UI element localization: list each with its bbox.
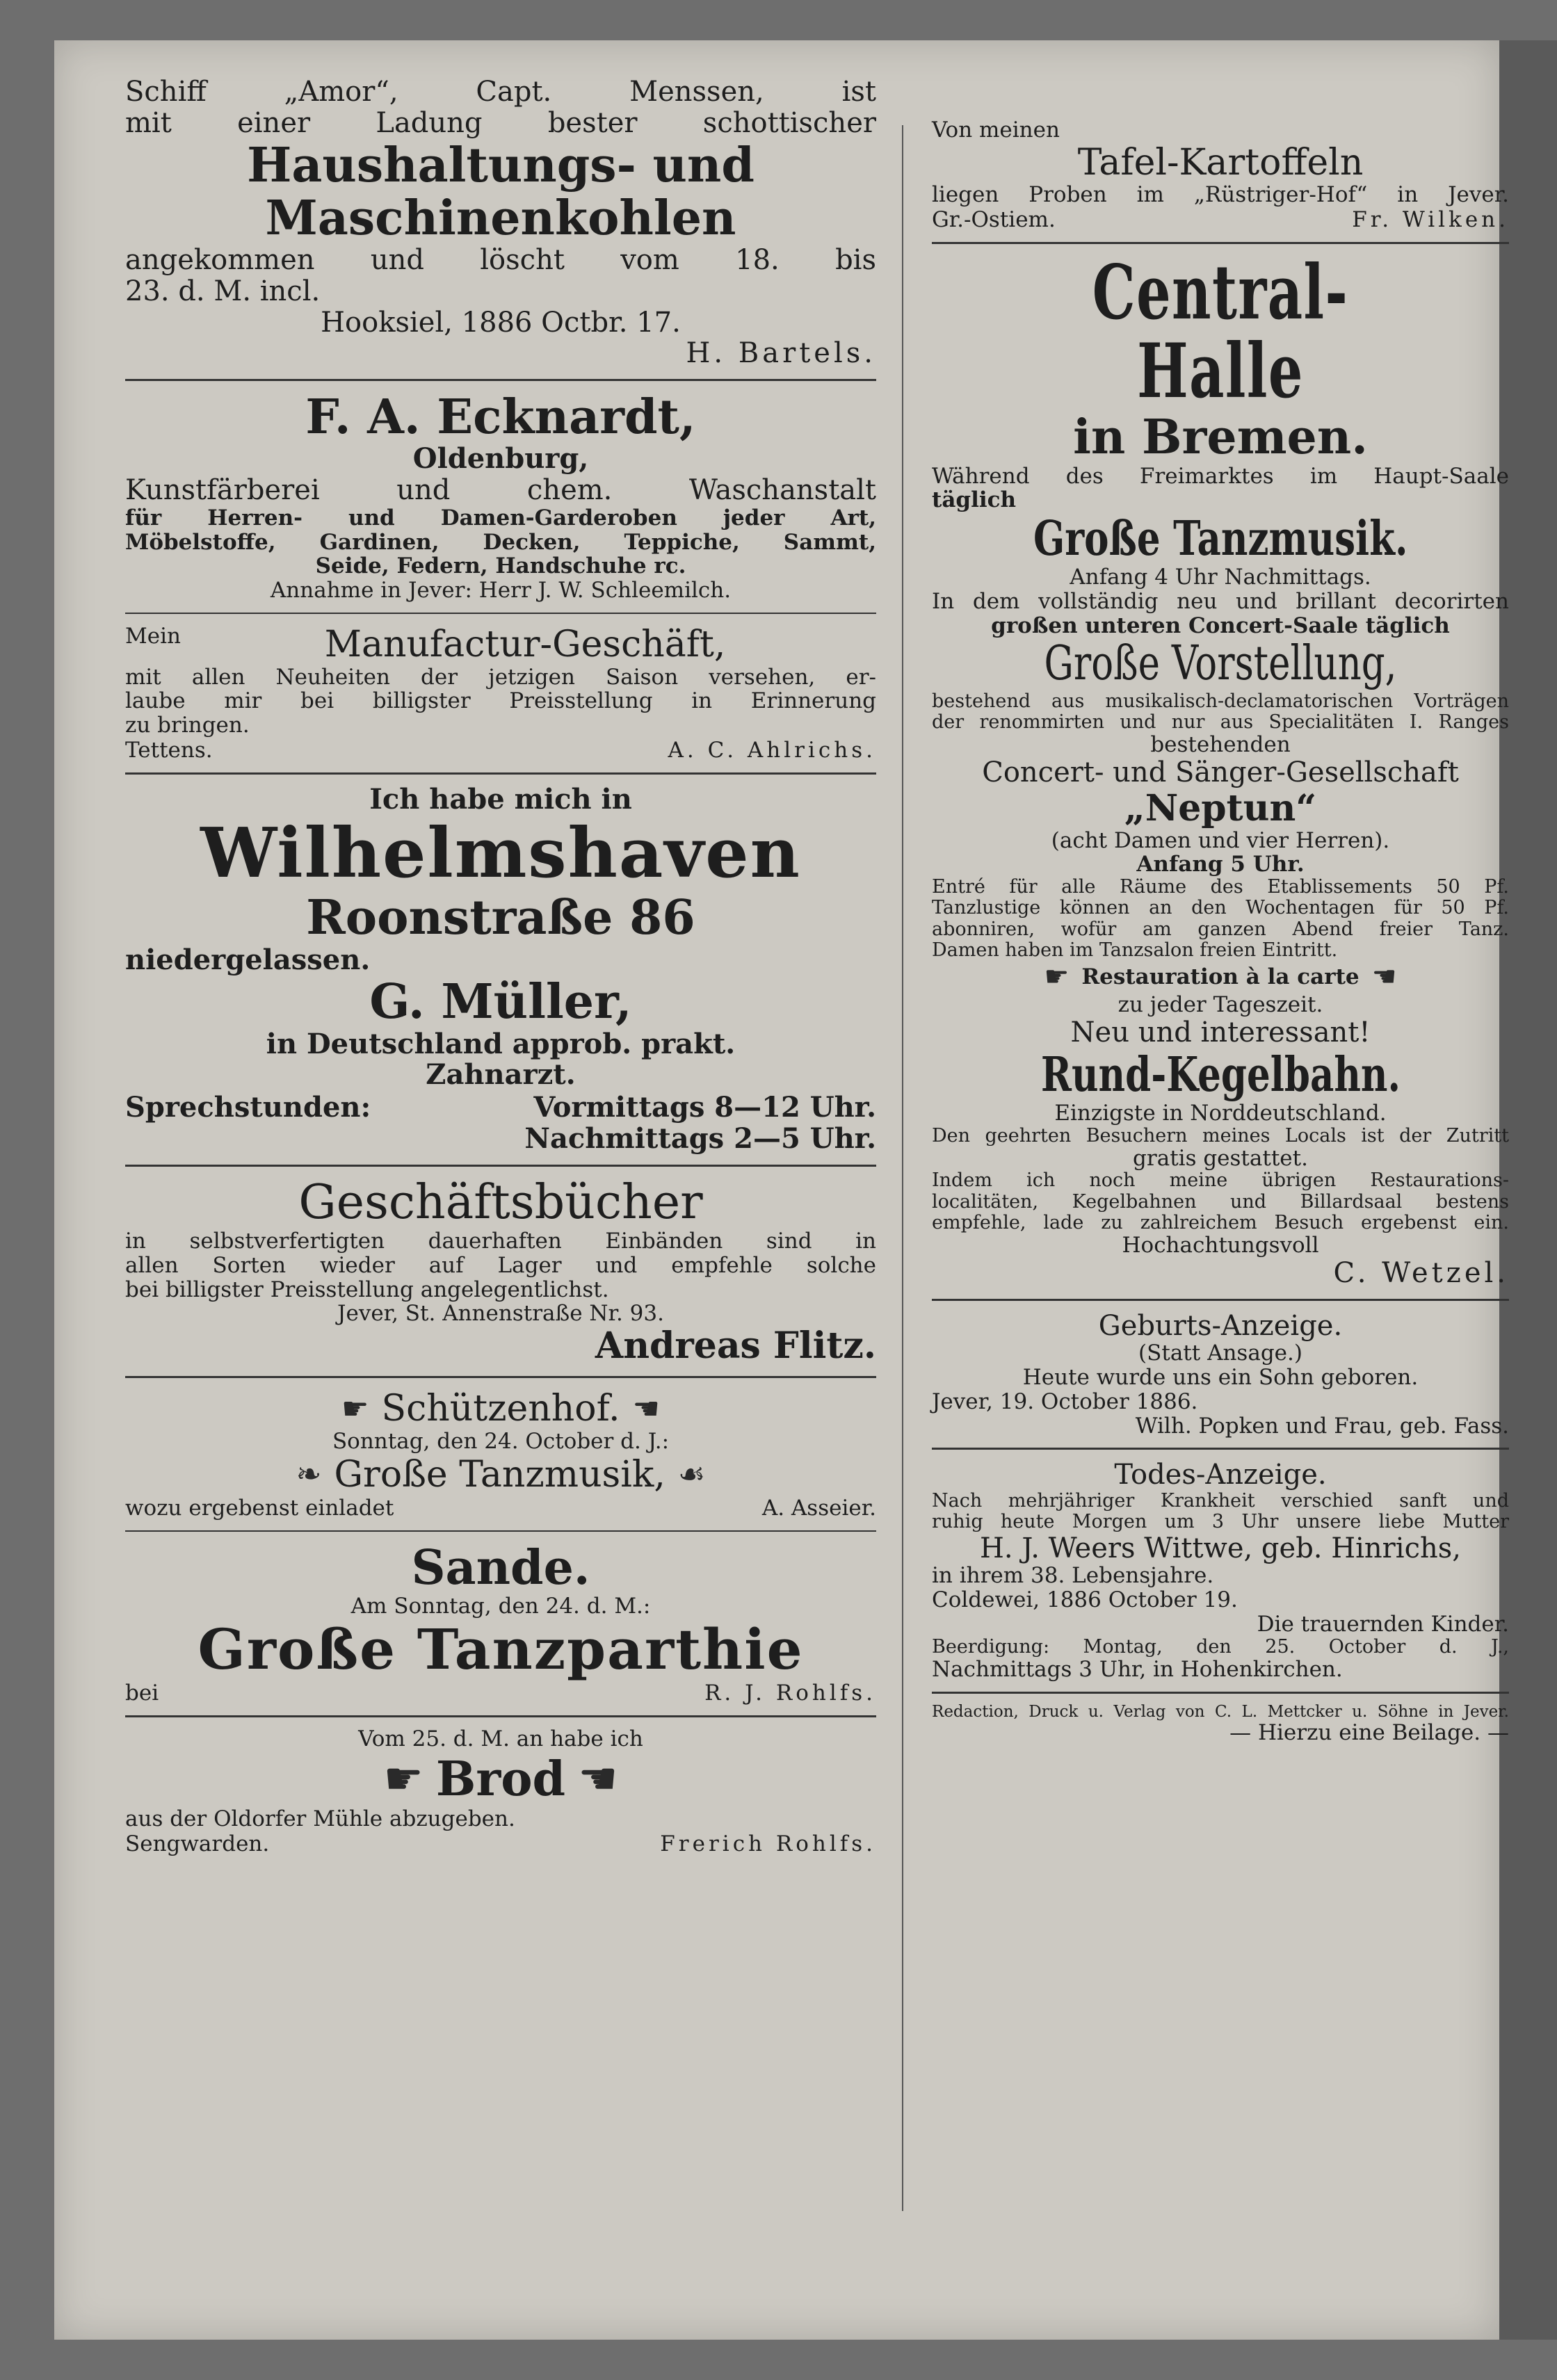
ad-signature: A. C. Ahlrichs. (668, 737, 876, 763)
ad-central-halle (932, 248, 1509, 1289)
pointing-hand-left-icon: ☚ (578, 1754, 618, 1806)
imprint-text: — Hierzu eine Beilage. — (1229, 1720, 1509, 1746)
ad-text: für Herren- und Damen-Garderoben jeder Art, (125, 505, 876, 531)
ad-text: gratis gestattet. (1133, 1145, 1308, 1171)
separator-rule (932, 242, 1509, 244)
ad-fitz (125, 1176, 876, 1366)
ad-brod (125, 1727, 876, 1856)
ad-heading: Haushaltungs- und (247, 137, 755, 193)
ad-text: großen unteren Concert-Saale täglich (991, 613, 1450, 638)
ad-text: Tanzlustige können an den Wochentagen für 50 Pf. (932, 897, 1509, 919)
ad-text: (acht Damen und vier Herren). (1051, 827, 1390, 853)
pointing-hand-right-icon: ☛ (383, 1754, 423, 1806)
ad-place: Gr.-Ostiem. (932, 207, 1056, 232)
restauration-row (932, 961, 1509, 993)
ad-ecknardt (125, 391, 876, 603)
ad-text: angekommen und löscht vom 18. bis (125, 243, 876, 276)
ad-place: Tettens. (125, 737, 213, 763)
ad-text: Restauration à la carte (1081, 964, 1360, 990)
ad-heading: Geschäftsbücher (298, 1174, 703, 1230)
ad-text: Sonntag, den 24. October d. J.: (332, 1429, 670, 1455)
ad-heading-row (125, 624, 876, 665)
ad-text: niedergelassen. (125, 943, 371, 976)
pointing-hand-right-icon: ☛ (1044, 961, 1070, 994)
ad-text: Den geehrten Besuchern meines Locals ist der Zutritt (932, 1124, 1509, 1147)
separator-rule (125, 772, 876, 775)
ad-text: bestehend aus musikalisch-declamatorischen Vorträgen (932, 690, 1509, 712)
ad-sande (125, 1541, 876, 1706)
ad-text: Coldewei, 1886 October 19. (932, 1587, 1238, 1613)
separator-rule (932, 1692, 1509, 1694)
ad-signature: Frerich Rohlfs. (660, 1831, 876, 1856)
ad-place: Jever, St. Annenstraße Nr. 93. (337, 1301, 664, 1327)
ad-heading: Wilhelmshaven (200, 813, 801, 893)
separator-rule (932, 1448, 1509, 1450)
ad-text: ruhig heute Morgen um 3 Uhr unsere liebe Mutter (932, 1511, 1509, 1533)
ad-kartoffeln (932, 118, 1509, 232)
ad-text: zu bringen. (125, 713, 250, 738)
ad-signature: Wilh. Popken und Frau, geb. Fass. (1135, 1413, 1509, 1439)
ad-text: aus der Oldorfer Mühle abzugeben. (125, 1806, 515, 1832)
ad-subheading: Roonstraße 86 (306, 890, 695, 946)
ad-text: Möbelstoffe, Gardinen, Decken, Teppiche, Sammt, (125, 529, 876, 555)
ad-text: Nach mehrjähriger Krankheit verschied sanft und (932, 1490, 1509, 1512)
ad-place: Sengwarden. (125, 1831, 270, 1856)
ad-text: empfehle, lade zu zahlreichem Besuch ergebenst ein. (932, 1211, 1509, 1233)
left-column (125, 76, 876, 1856)
ad-heading-text: Rund-Kegelbahn. (1040, 1046, 1401, 1103)
ad-text: täglich (932, 487, 1017, 513)
ad-text: Ich habe mich in (369, 782, 632, 816)
ad-subheading: Neu und interessant! (1070, 1016, 1371, 1049)
ad-text: Schiff „Amor“, Capt. Menssen, ist (125, 76, 876, 108)
ad-text: Kunstfärberei und chem. Waschanstalt (125, 474, 876, 507)
ad-heading: Geburts-Anzeige. (1098, 1309, 1343, 1342)
office-hours-row (125, 1091, 876, 1124)
ad-heading (932, 1046, 1509, 1103)
ad-signature: H. Bartels. (686, 337, 876, 370)
ad-manufactur (125, 624, 876, 763)
ad-footer-row (125, 1496, 876, 1521)
separator-rule (932, 1299, 1509, 1301)
ornament-icon: ☙ (677, 1457, 706, 1493)
ad-text: zu jeder Tageszeit. (1118, 992, 1323, 1018)
ad-text: Vormittags 8—12 Uhr. (533, 1091, 876, 1124)
ad-signature: Die trauernden Kinder. (1257, 1611, 1509, 1637)
ad-text: mit allen Neuheiten der jetzigen Saison versehen, er- (125, 664, 876, 690)
ad-text: bestehenden (1150, 731, 1291, 757)
ad-text: allen Sorten wieder auf Lager und empfehle solche (125, 1252, 876, 1278)
ad-text: in ihrem 38. Lebensjahre. (932, 1563, 1214, 1589)
ad-text: Indem ich noch meine übrigen Restaurations- (932, 1169, 1509, 1192)
ad-text: Damen haben im Tanzsalon freien Eintritt. (932, 939, 1338, 961)
ad-text: Vom 25. d. M. an habe ich (358, 1726, 643, 1752)
column-divider (902, 125, 903, 2211)
imprint (932, 1703, 1509, 1745)
heading-with-ornaments (125, 1454, 876, 1496)
ad-schuetzenhof (125, 1388, 876, 1521)
ad-text: liegen Proben im „Rüstriger-Hof“ in Jever. (932, 181, 1509, 207)
ad-subheading: Concert- und Sänger-Gesellschaft (982, 756, 1459, 788)
ad-text: Mein (125, 623, 181, 649)
ad-tod (932, 1459, 1509, 1681)
ad-footer-row (125, 1831, 876, 1856)
ad-heading-text: Central-Halle (1092, 248, 1349, 416)
ad-text: abonniren, wofür am ganzen Abend freier Tanz. (932, 918, 1509, 940)
separator-rule (125, 1715, 876, 1717)
ad-text: Heute wurde uns ein Sohn geboren. (1022, 1365, 1419, 1391)
right-column (932, 118, 1509, 1745)
ad-subheading: H. J. Weers Wittwe, geb. Hinrichs, (980, 1532, 1461, 1564)
ad-heading: Tafel-Kartoffeln (1077, 141, 1364, 184)
separator-rule (125, 1376, 876, 1378)
ad-signature: A. Asseier. (761, 1495, 876, 1521)
separator-rule (125, 379, 876, 381)
ad-amor (125, 76, 876, 369)
pointing-hand-left-icon: ☚ (1371, 961, 1397, 994)
ad-heading (932, 638, 1509, 690)
ad-text: Zahnarzt. (426, 1058, 576, 1092)
ad-heading: Todes-Anzeige. (1114, 1459, 1327, 1491)
ornament-icon: ❧ (296, 1457, 322, 1493)
ad-heading: Manufactur-Geschäft, (324, 623, 726, 665)
ad-signature: Andreas Flitz. (595, 1324, 876, 1367)
ad-text: Entré für alle Räume des Etablissements 50 Pf. (932, 876, 1509, 898)
ad-text: Nachmittags 3 Uhr, in Hohenkirchen. (932, 1656, 1343, 1682)
separator-rule (125, 1530, 876, 1532)
ad-heading: Große Tanzmusik, (334, 1453, 665, 1496)
ad-heading: Maschinenkohlen (265, 190, 736, 246)
ad-text: bei (125, 1681, 159, 1706)
ad-heading-text: Große Tanzmusik. (1033, 511, 1408, 567)
ad-text: wozu ergebenst einladet (125, 1495, 394, 1521)
ad-text: Am Sonntag, den 24. d. M.: (350, 1594, 651, 1619)
ad-heading (932, 512, 1509, 565)
ad-subheading: Oldenburg, (412, 442, 589, 476)
ad-heading: Schützenhof. (381, 1388, 620, 1430)
ad-signature: C. Wetzel. (1333, 1256, 1509, 1289)
ad-geburt (932, 1311, 1509, 1439)
ad-footer-row (125, 1681, 876, 1706)
ad-text: bei billigster Preisstellung angelegentlichst. (125, 1277, 609, 1302)
ad-text: Von meinen (932, 118, 1060, 143)
pointing-hand-right-icon: ☛ (341, 1391, 369, 1427)
ad-mueller (125, 784, 876, 1155)
ad-text: in selbstverfertigten dauerhaften Einbänden sind in (125, 1229, 876, 1254)
ad-text: in Deutschland approb. prakt. (266, 1027, 736, 1060)
heading-with-hands (125, 1388, 876, 1430)
ad-footer-row (125, 738, 876, 763)
imprint-text: Redaction, Druck u. Verlag von C. L. Mettcker u. Söhne in Jever. (932, 1702, 1509, 1721)
ad-text: Anfang 5 Uhr. (1136, 852, 1305, 877)
ad-text: mit einer Ladung bester schottischer (125, 106, 876, 139)
separator-rule (125, 1165, 876, 1167)
ad-text: Nachmittags 2—5 Uhr. (524, 1122, 876, 1156)
ad-text: der renommirten und nur aus Specialitäten I. Ranges (932, 711, 1509, 733)
ad-text: Während des Freimarktes im Haupt-Saale (932, 463, 1509, 489)
ad-text: Beerdigung: Montag, den 25. October d. J., (932, 1635, 1509, 1658)
ad-heading: Brod (435, 1751, 566, 1808)
ad-signature: Fr. Wilken. (1352, 207, 1509, 232)
ad-text: Seide, Federn, Handschuhe rc. (315, 553, 686, 579)
ad-heading (932, 248, 1509, 416)
ad-text: Jever, 19. October 1886. (932, 1389, 1198, 1414)
pointing-hand-left-icon: ☚ (632, 1391, 660, 1427)
ad-text: In dem vollständig neu und brillant decorirten (932, 588, 1509, 614)
ad-text: laube mir bei billigster Preisstellung in Erinnerung (125, 688, 876, 714)
ad-heading-text: Große Vorstellung, (1044, 636, 1397, 692)
ad-text: 23. d. M. incl. (125, 275, 321, 307)
ad-date: Hooksiel, 1886 Octbr. 17. (321, 306, 681, 339)
ad-text: Annahme in Jever: Herr J. W. Schleemilch. (270, 578, 732, 603)
separator-rule (125, 613, 876, 614)
ad-footer-row (932, 207, 1509, 232)
ad-text: localitäten, Kegelbahnen und Billardsaal bestens (932, 1190, 1509, 1213)
ad-text: Einzigste in Norddeutschland. (1054, 1100, 1387, 1126)
ad-text: Hochachtungsvoll (1122, 1233, 1319, 1258)
ad-text: Anfang 4 Uhr Nachmittags. (1070, 565, 1371, 590)
ad-heading: F. A. Ecknardt, (305, 389, 696, 446)
ad-text: Sprechstunden: (125, 1091, 371, 1124)
heading-with-hands (125, 1751, 876, 1807)
ad-signature: R. J. Rohlfs. (704, 1681, 876, 1706)
ad-heading: Große Tanzparthie (197, 1616, 804, 1682)
ad-subheading: in Bremen. (1073, 410, 1368, 466)
ad-heading: Sande. (411, 1539, 590, 1596)
ad-heading: G. Müller, (369, 974, 632, 1030)
ad-text: (Statt Ansage.) (1138, 1341, 1302, 1366)
ad-heading: „Neptun“ (1124, 786, 1317, 829)
